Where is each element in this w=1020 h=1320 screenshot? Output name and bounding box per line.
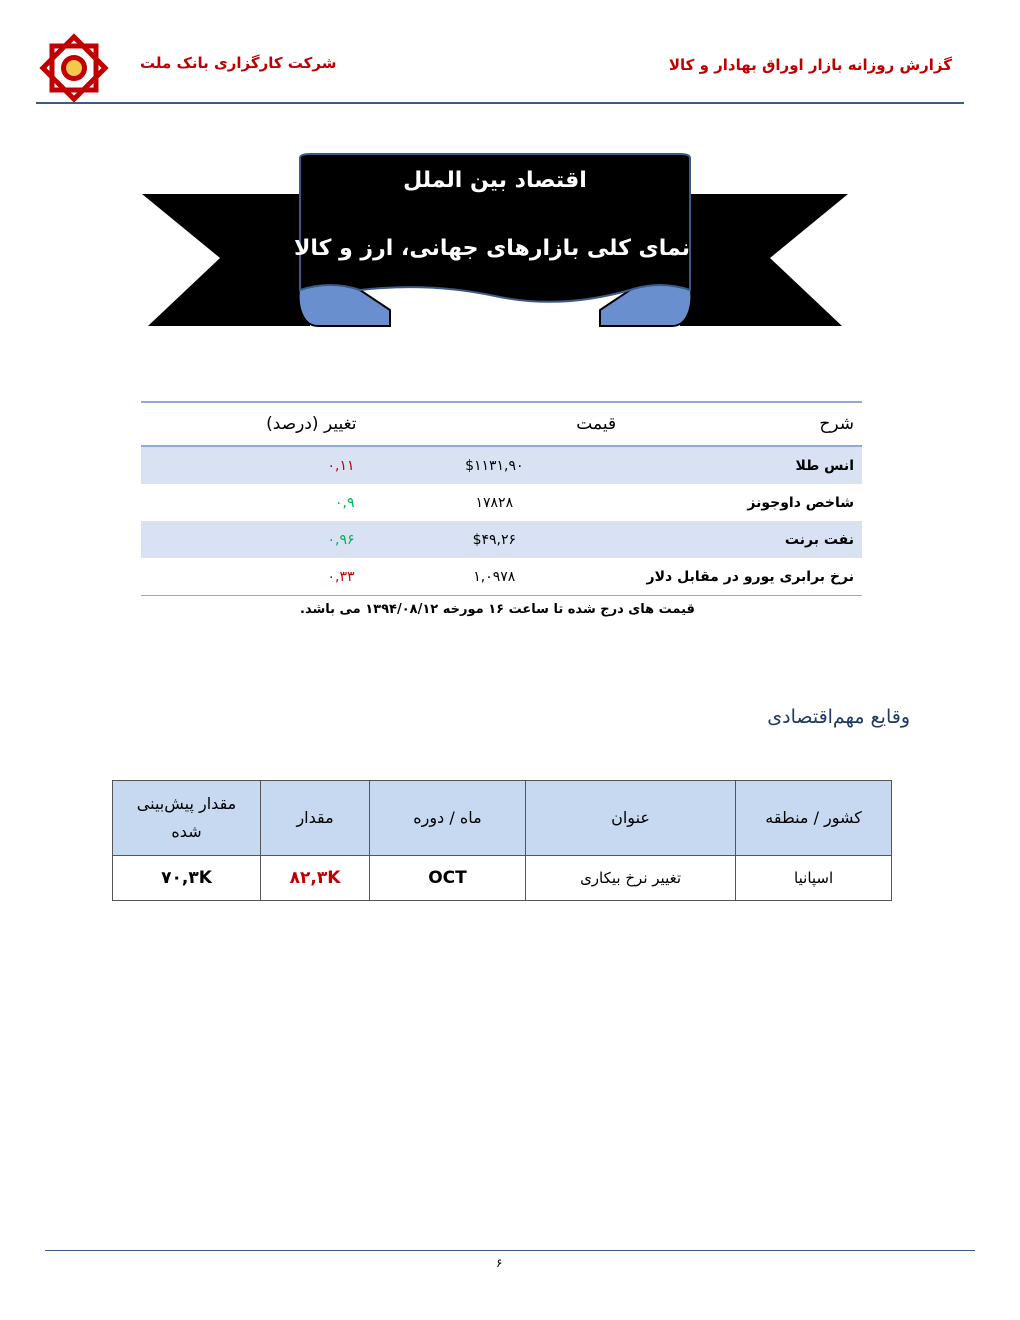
col-description-header: شرح bbox=[624, 402, 862, 446]
col-actual-header: مقدار bbox=[261, 781, 370, 856]
forecast-header-line1: مقدار پیش‌بینی bbox=[136, 794, 237, 813]
economic-events-table bbox=[112, 780, 892, 901]
row-description: انس طلا bbox=[624, 446, 862, 484]
table-row bbox=[141, 521, 862, 558]
footer-divider bbox=[45, 1250, 975, 1251]
banner-title-line1: اقتصاد بین الملل bbox=[403, 168, 587, 193]
col-change-header: تغییر (درصد) bbox=[141, 402, 365, 446]
table-row bbox=[141, 446, 862, 484]
table-header-row bbox=[113, 781, 892, 856]
table-header-row bbox=[141, 402, 862, 446]
header-divider bbox=[36, 102, 964, 104]
company-name: شرکت کارگزاری بانک ملت bbox=[140, 54, 337, 72]
row-price: ۱,۰۹۷۸ bbox=[365, 558, 625, 596]
col-title-header: عنوان bbox=[525, 781, 735, 856]
row-description: شاخص داوجونز bbox=[747, 494, 854, 511]
row-change: ۰,۳۳ bbox=[141, 558, 365, 596]
row-change: ۰,۱۱ bbox=[141, 446, 365, 484]
row-price: $۱۱۳۱,۹۰ bbox=[365, 446, 625, 484]
price-timestamp-note: قیمت های درج شده تا ساعت ۱۶ مورخه ۱۳۹۴/۰۸/۱۲ می باشد. bbox=[300, 602, 695, 617]
forecast-header-line2: شده bbox=[171, 822, 202, 841]
bank-mellat-logo bbox=[38, 32, 110, 104]
banner-title-line2: نمای کلی بازارهای جهانی، ارز و کالا bbox=[294, 236, 690, 261]
col-price-header: قیمت bbox=[365, 402, 625, 446]
event-period: OCT bbox=[370, 856, 526, 901]
report-title: گزارش روزانه بازار اوراق بهادار و کالا bbox=[668, 56, 952, 74]
event-actual: ۸۲,۳K bbox=[261, 856, 370, 901]
row-price: $۴۹,۲۶ bbox=[365, 521, 625, 558]
row-price: ۱۷۸۲۸ bbox=[475, 494, 514, 511]
col-country-header: کشور / منطقه bbox=[736, 781, 892, 856]
event-title: تغییر نرخ بیکاری bbox=[525, 856, 735, 901]
table-row bbox=[113, 856, 892, 901]
event-forecast: ۷۰,۳K bbox=[113, 856, 261, 901]
col-period-header: ماه / دوره bbox=[370, 781, 526, 856]
global-markets-table bbox=[141, 401, 862, 596]
page-number: ۶ bbox=[496, 1256, 503, 1270]
event-country: اسپانیا bbox=[736, 856, 892, 901]
table-row bbox=[141, 558, 862, 596]
row-description: نرخ برابری یورو در مقابل دلار bbox=[624, 558, 862, 596]
row-change: ۰,۹۶ bbox=[141, 521, 365, 558]
table-row bbox=[141, 484, 862, 521]
row-description: نفت برنت bbox=[624, 521, 862, 558]
section-title: وقایع مهم‌اقتصادی bbox=[767, 706, 910, 728]
col-forecast-header bbox=[113, 781, 261, 856]
row-change: ۰,۹ bbox=[335, 494, 355, 511]
